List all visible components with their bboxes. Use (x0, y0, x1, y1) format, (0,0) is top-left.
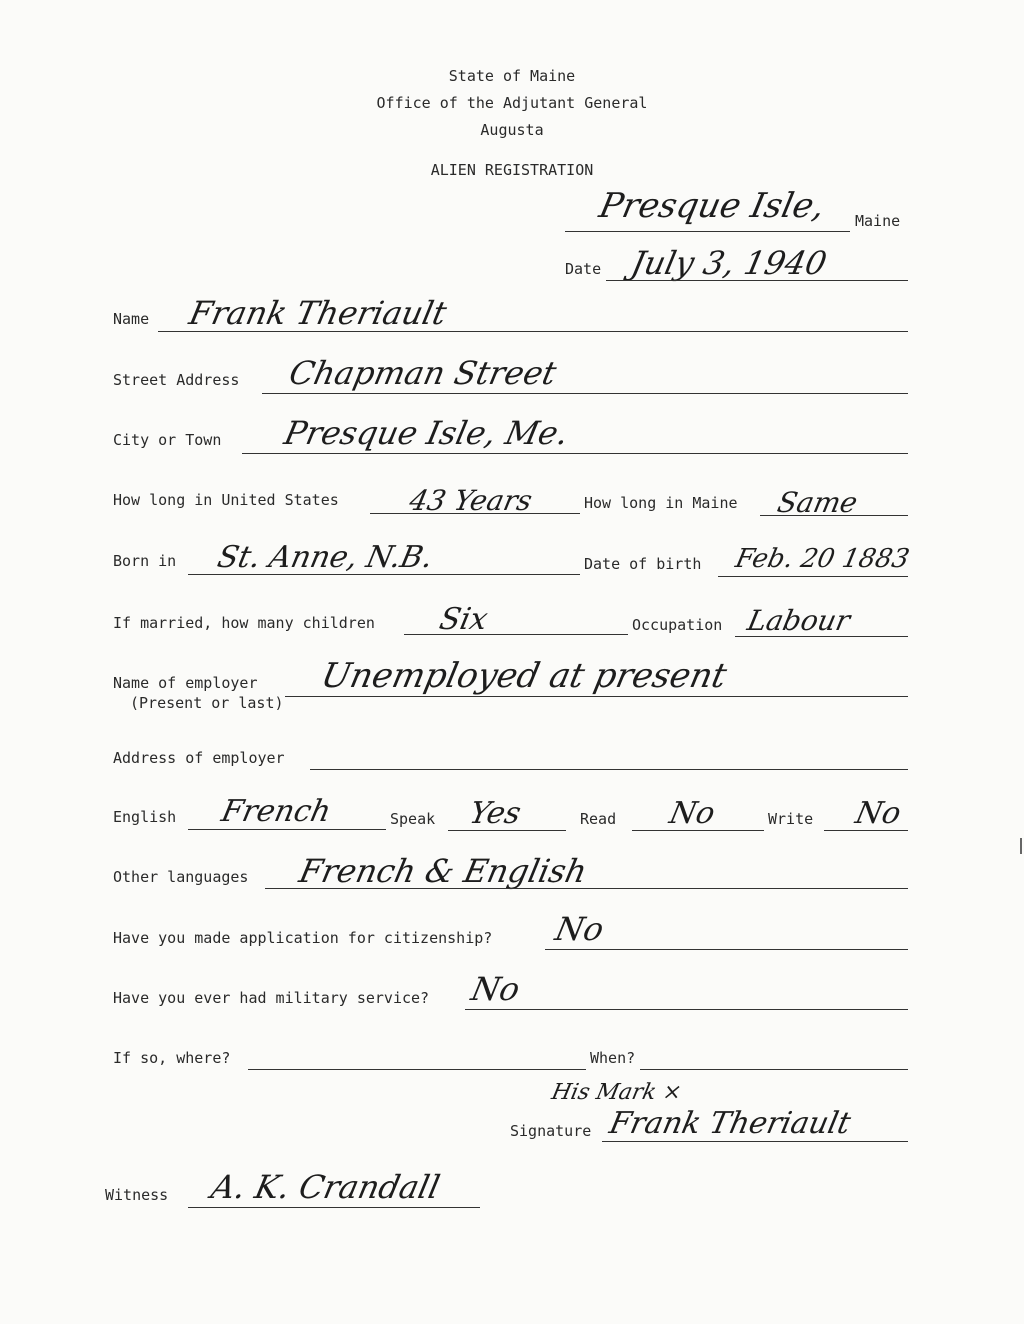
name-label: Name (113, 310, 150, 328)
signature-line (602, 1141, 908, 1142)
when-label: When? (590, 1049, 636, 1067)
city-label: City or Town (113, 431, 222, 449)
military-label: Have you ever had military service? (113, 989, 430, 1007)
dob-line (718, 576, 908, 577)
speak-line (448, 830, 566, 831)
other-languages-value: French & English (295, 852, 591, 890)
maine-duration-label: How long in Maine (584, 494, 738, 512)
read-value: No (666, 796, 719, 831)
his-mark-note: His Mark × (549, 1080, 685, 1105)
occupation-value: Labour (744, 604, 854, 637)
street-label: Street Address (113, 371, 240, 389)
english-line (188, 829, 386, 830)
military-line (465, 1009, 908, 1010)
speak-value: Yes (466, 796, 525, 831)
citizenship-label: Have you made application for citizenship? (113, 929, 493, 947)
header-state: State of Maine (448, 67, 576, 85)
us-duration-value: 43 Years (406, 484, 536, 517)
name-line (158, 331, 908, 332)
street-line (262, 393, 908, 394)
employer-line (285, 696, 908, 697)
maine-duration-line (760, 515, 908, 516)
form-title: ALIEN REGISTRATION (430, 161, 594, 179)
place-line (565, 231, 850, 232)
children-value: Six (436, 602, 491, 637)
witness-value: A. K. Crandall (207, 1168, 444, 1206)
when-line (640, 1069, 908, 1070)
born-line (188, 574, 580, 575)
place-value: Presque Isle, (595, 186, 829, 226)
born-value: St. Anne, N.B. (214, 540, 436, 575)
header-city: Augusta (480, 121, 544, 139)
place-suffix: Maine (855, 212, 901, 230)
citizenship-value: No (551, 910, 608, 948)
english-label: English (113, 808, 177, 826)
english-value: French (218, 794, 335, 829)
employer-sublabel: (Present or last) (130, 694, 284, 712)
us-duration-line (370, 513, 580, 514)
name-value: Frank Theriault (185, 294, 450, 332)
write-line (824, 830, 908, 831)
dob-value: Feb. 20 1883 (732, 544, 912, 574)
employer-address-line (310, 769, 908, 770)
children-label: If married, how many children (113, 614, 375, 632)
children-line (404, 634, 628, 635)
other-languages-line (265, 888, 908, 889)
witness-label: Witness (105, 1186, 169, 1204)
date-line (606, 280, 908, 281)
us-duration-label: How long in United States (113, 491, 339, 509)
header-office: Office of the Adjutant General (376, 94, 648, 112)
occupation-label: Occupation (632, 616, 723, 634)
city-line (242, 453, 908, 454)
date-value: July 3, 1940 (627, 244, 831, 282)
signature-value: Frank Theriault (606, 1106, 854, 1141)
write-value: No (852, 796, 905, 831)
military-value: No (467, 970, 524, 1008)
signature-label: Signature (510, 1122, 592, 1140)
occupation-line (735, 636, 908, 637)
other-languages-label: Other languages (113, 868, 249, 886)
where-label: If so, where? (113, 1049, 231, 1067)
read-line (632, 830, 764, 831)
read-label: Read (580, 810, 617, 828)
employer-address-label: Address of employer (113, 749, 285, 767)
where-line (248, 1069, 586, 1070)
city-value: Presque Isle, Me. (280, 414, 572, 452)
employer-value: Unemployed at present (317, 656, 731, 696)
born-label: Born in (113, 552, 177, 570)
scan-edge-mark (1020, 838, 1022, 854)
employer-label: Name of employer (113, 674, 258, 692)
date-label: Date (565, 260, 602, 278)
street-value: Chapman Street (285, 354, 560, 392)
dob-label: Date of birth (584, 555, 702, 573)
maine-duration-value: Same (774, 486, 861, 519)
speak-label: Speak (390, 810, 436, 828)
citizenship-line (545, 949, 908, 950)
witness-line (188, 1207, 480, 1208)
write-label: Write (768, 810, 814, 828)
